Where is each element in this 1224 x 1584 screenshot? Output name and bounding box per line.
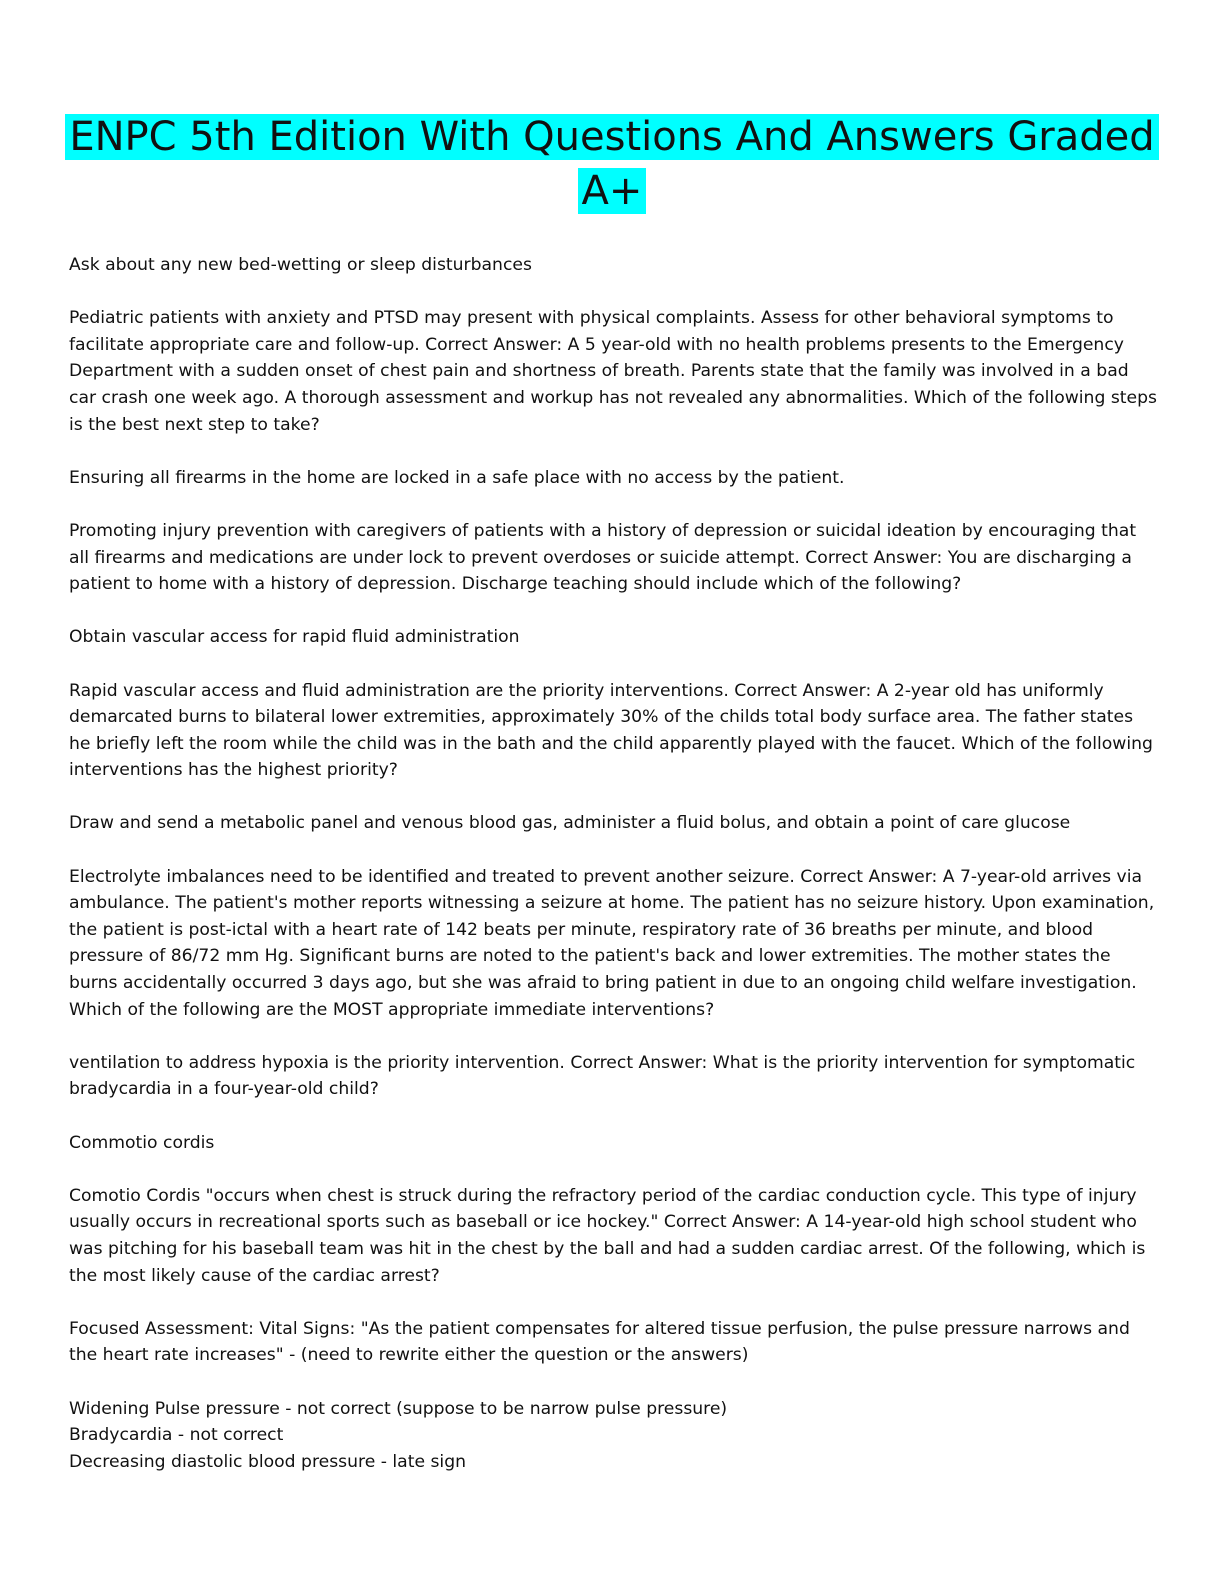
paragraph: Commotio cordis: [69, 1132, 215, 1153]
paragraph: Promoting injury prevention with caregivers of patients with a history of depression or suicidal ideation by encouraging that all firearms and medications are under lock to prevent overdoses or suicide attempt. Correct Answer: You are discharging a patient to home with a history of depression. Discharge teaching should include which of the following?: [69, 520, 1137, 595]
paragraph: Electrolyte imbalances need to be identified and treated to prevent another seizure. Correct Answer: A 7-year-old arrives via ambulance. The patient's mother reports witnessing a seizure at home. The patient has no seizure history. Upon examination, the patient is post-ictal with a heart rate of 142 beats per minute, respiratory rate of 36 breaths per minute, and blood pressure of 86/72 mm Hg. Significant burns are noted to the patient's back and lower extremities. The mother states the burns accidentally occurred 3 days ago, but she was afraid to bring patient in due to an ongoing child welfare investigation. Which of the following are the MOST appropriate immediate interventions?: [69, 866, 1155, 1020]
answer-line: Bradycardia - not correct: [69, 1425, 284, 1446]
answer-line: Widening Pulse pressure - not correct (suppose to be narrow pulse pressure): [69, 1398, 728, 1419]
paragraph: Rapid vascular access and fluid administration are the priority interventions. Correct Answer: A 2-year old has uniformly demarcated burns to bilateral lower extremities, approximately 30% of the childs total body surface area. The father states he briefly left the room while the child was in the bath and the child apparently played with the faucet. Which of the following interventions has the highest priority?: [69, 680, 1153, 781]
document-title: [40, 110, 1184, 218]
paragraph: Comotio Cordis "occurs when chest is struck during the refractory period of the cardiac conduction cycle. This type of injury usually occurs in recreational sports such as baseball or ice hockey." Correct Answer: A 14-year-old high school student who was pitching for his baseball team was hit in the chest by the ball and had a sudden cardiac arrest. Of the following, which is the most likely cause of the cardiac arrest?: [69, 1185, 1146, 1286]
paragraph: ventilation to address hypoxia is the priority intervention. Correct Answer: What is the priority intervention for symptomatic bradycardia in a four-year-old child?: [69, 1052, 1136, 1100]
title-line-1: ENPC 5th Edition With Questions And Answers Graded: [65, 114, 1158, 160]
paragraph: Obtain vascular access for rapid fluid administration: [69, 627, 520, 648]
paragraph: Pediatric patients with anxiety and PTSD may present with physical complaints. Assess for other behavioral symptoms to facilitate appropriate care and follow-up. Correct Answer: A 5 year-old with no health problems presents to the Emergency Department with a sudden onset of chest pain and shortness of breath. Parents state that the family was involved in a bad car crash one week ago. A thorough assessment and workup has not revealed any abnormalities. Which of the following steps is the best next step to take?: [69, 308, 1157, 435]
title-line-2: A+: [578, 168, 647, 214]
document-body: [69, 252, 1159, 1475]
paragraph: Focused Assessment: Vital Signs: "As the patient compensates for altered tissue perfusion, the pulse pressure narrows and the heart rate increases" - (need to rewrite either the question or the answers): [69, 1318, 1130, 1366]
paragraph: Draw and send a metabolic panel and venous blood gas, administer a fluid bolus, and obtain a point of care glucose: [69, 813, 1071, 834]
paragraph: Ensuring all firearms in the home are locked in a safe place with no access by the patient.: [69, 467, 845, 488]
paragraph: Ask about any new bed-wetting or sleep disturbances: [69, 255, 532, 275]
answer-line: Decreasing diastolic blood pressure - late sign: [69, 1451, 467, 1472]
